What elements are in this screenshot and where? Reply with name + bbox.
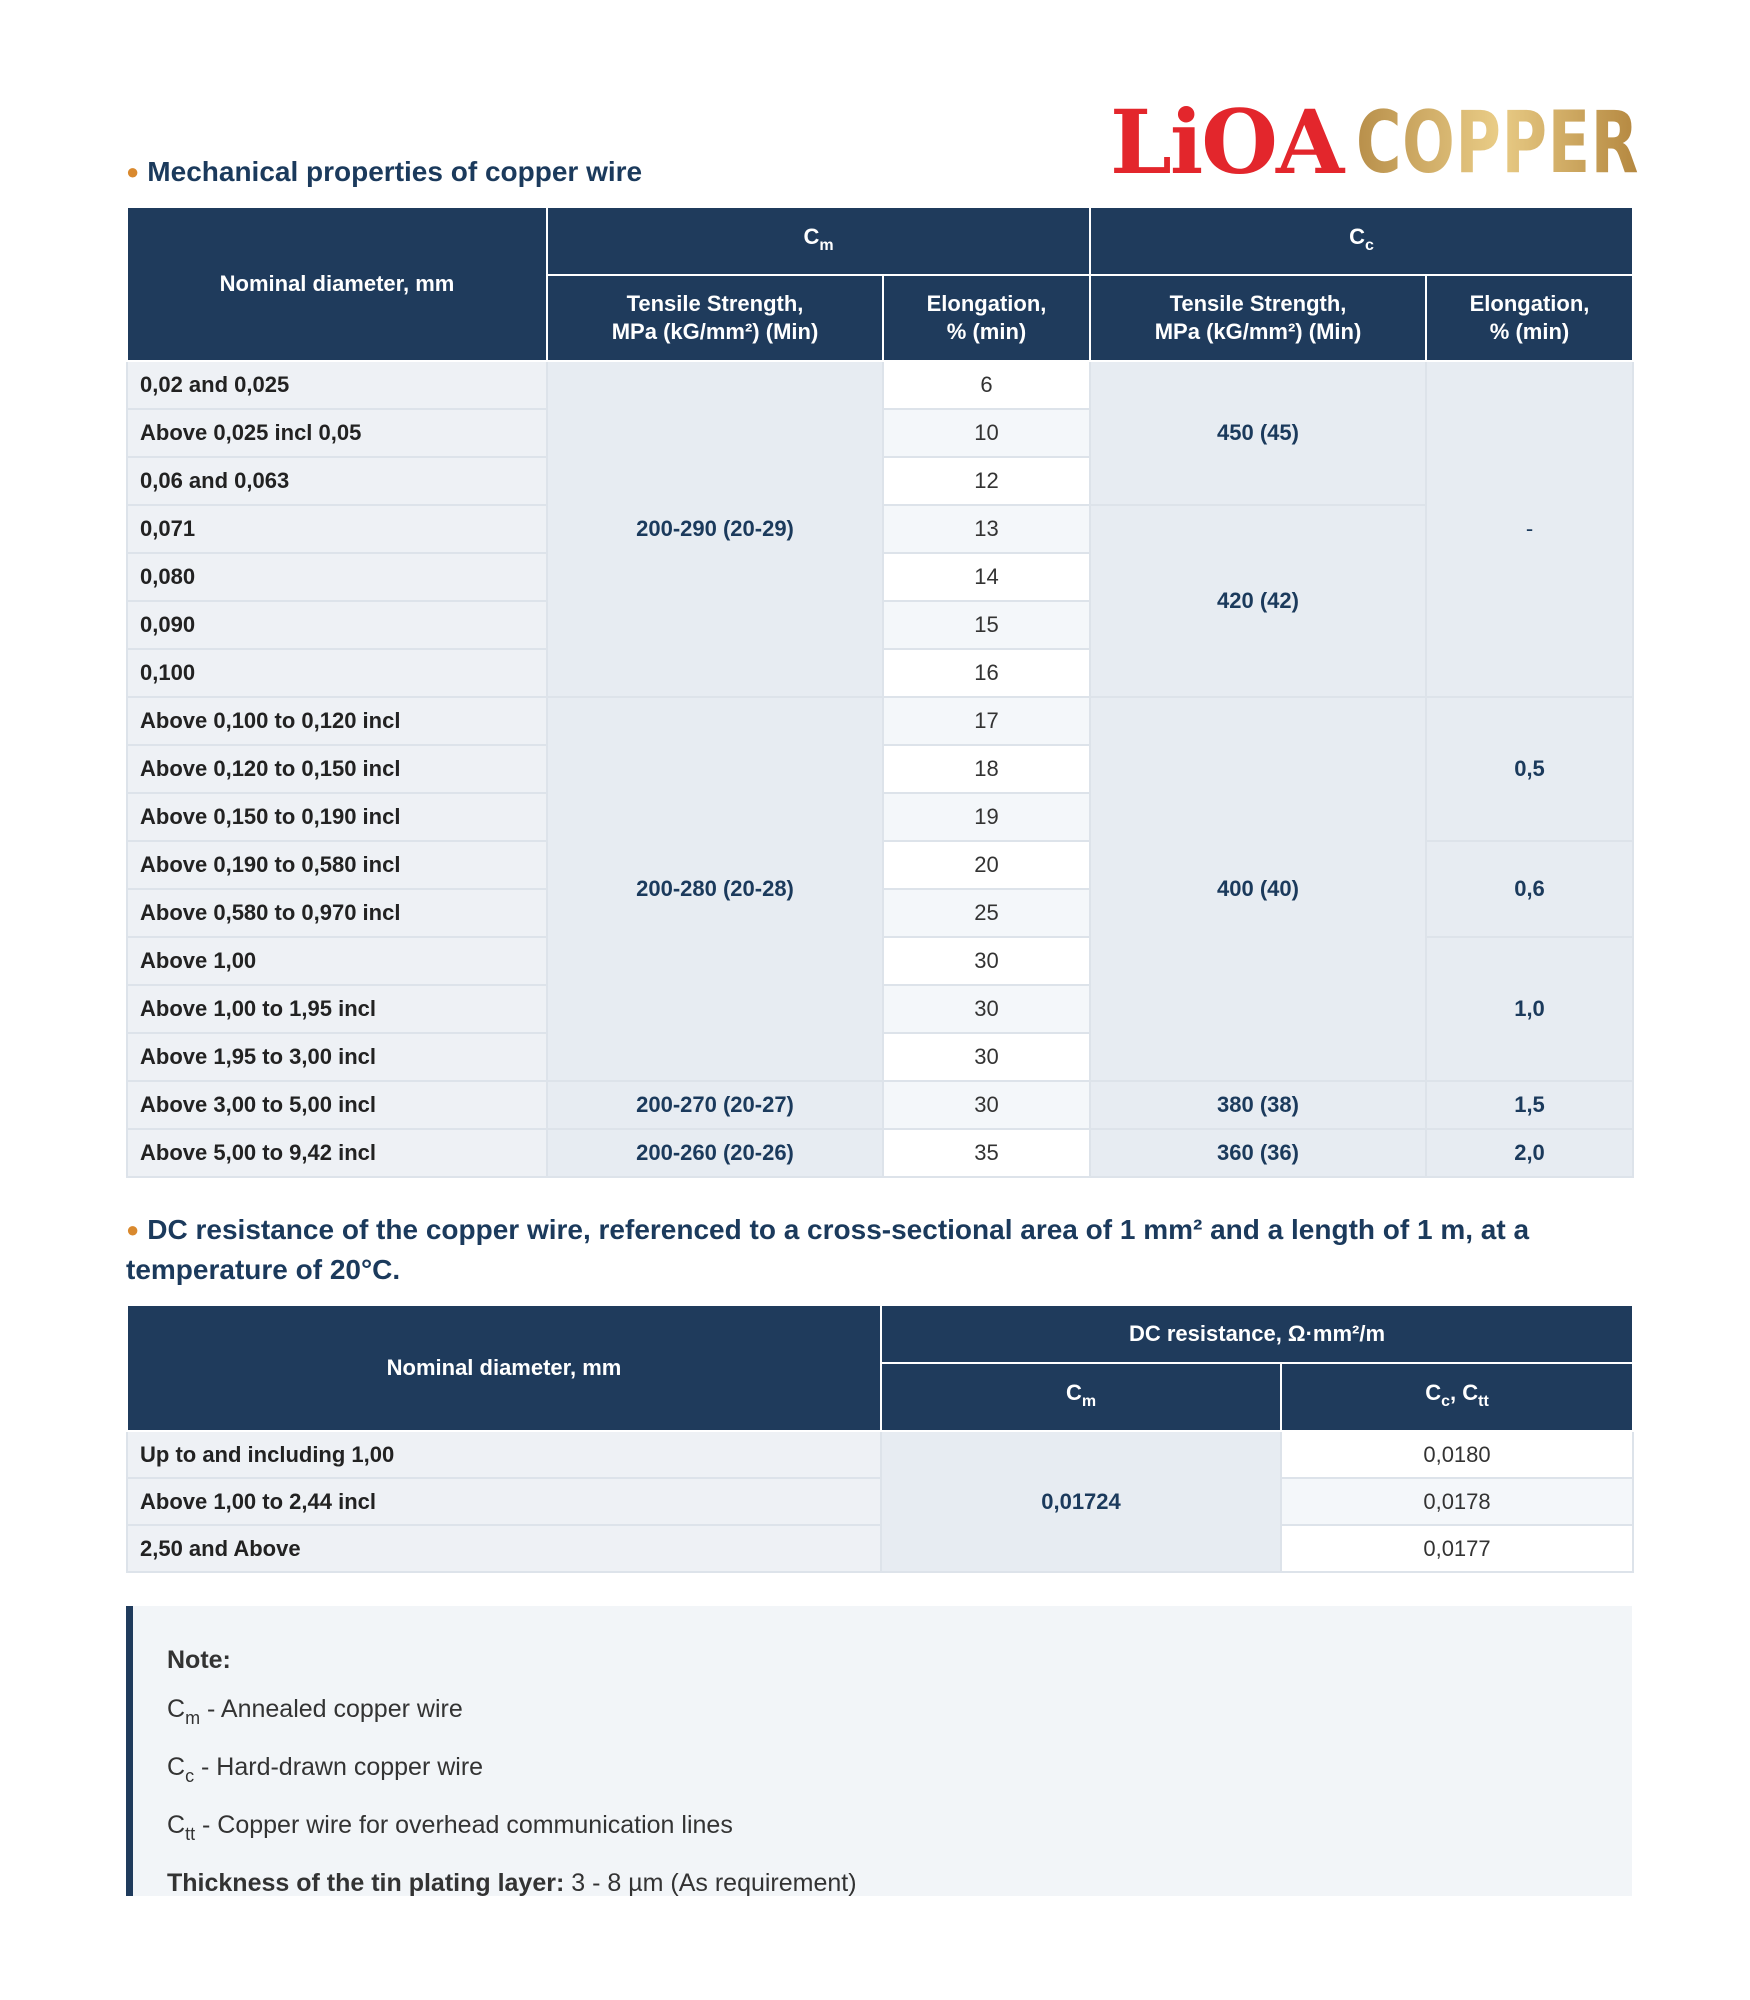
cell-diameter: Above 1,95 to 3,00 incl [127,1033,547,1081]
note-box [126,1606,1632,1896]
cell-cm-elongation: 30 [883,937,1090,985]
cell-cm-elongation: 17 [883,697,1090,745]
cell-cm-resistance: 0,01724 [881,1431,1281,1572]
note-title: Note: [167,1646,231,1674]
cell-cm-tensile: 200-260 (20-26) [547,1129,883,1177]
cell-cm-elongation: 30 [883,1033,1090,1081]
cell-diameter: Above 3,00 to 5,00 incl [127,1081,547,1129]
cell-diameter: Above 0,025 incl 0,05 [127,409,547,457]
cell-cc-elongation: 0,5 [1426,697,1633,841]
note-thickness: Thickness of the tin plating layer: 3 - 8 µm (As requirement) [167,1869,857,1897]
header-group-cm: $C_m$ [547,207,1090,275]
cell-diameter: 0,02 and 0,025 [127,361,547,409]
cell-diameter: 0,100 [127,649,547,697]
note-cc: $C_c$ - Hard-drawn copper wire [167,1753,484,1786]
cell-diameter: 0,090 [127,601,547,649]
cell-cc-elongation: 1,0 [1426,937,1633,1081]
header-dc-resistance: DC resistance, Ω·mm²/m [881,1305,1633,1363]
cell-diameter: 0,06 and 0,063 [127,457,547,505]
table-row [127,1431,1633,1478]
cell-diameter: Above 1,00 to 2,44 incl [127,1478,881,1525]
cell-cm-elongation: 16 [883,649,1090,697]
cell-cm-tensile: 200-280 (20-28) [547,697,883,1081]
logo-copper: COPPER [1356,93,1640,193]
cell-diameter: 2,50 and Above [127,1525,881,1572]
header-nominal-diameter: Nominal diameter, mm [127,207,547,361]
dc-resistance-table [126,1304,1634,1573]
cell-cm-elongation: 14 [883,553,1090,601]
cell-cc-tensile: 380 (38) [1090,1081,1426,1129]
mechanical-properties-table [126,206,1634,1178]
header-cm-tensile: Tensile Strength, MPa (kG/mm²) (Min) [547,275,883,361]
cell-diameter: Above 0,120 to 0,150 incl [127,745,547,793]
cell-cc-resistance: 0,0178 [1281,1478,1633,1525]
header-cc-ctt: $C_c$, $C_{tt}$ [1281,1363,1633,1431]
cell-diameter: Above 1,00 [127,937,547,985]
cell-cm-elongation: 15 [883,601,1090,649]
cell-diameter: Above 0,190 to 0,580 incl [127,841,547,889]
cell-cc-tensile: 450 (45) [1090,361,1426,505]
cell-cc-tensile: 420 (42) [1090,505,1426,697]
bullet-icon: ● [126,159,140,184]
cell-diameter: 0,080 [127,553,547,601]
cell-cc-tensile: 400 (40) [1090,697,1426,1081]
table-row [127,1525,1633,1572]
header-group-cc: $C_c$ [1090,207,1633,275]
cell-cm-elongation: 19 [883,793,1090,841]
table-row [127,1478,1633,1525]
brand-logo [1110,90,1750,194]
cell-cm-elongation: 35 [883,1129,1090,1177]
cell-diameter: Above 1,00 to 1,95 incl [127,985,547,1033]
cell-cc-resistance: 0,0180 [1281,1431,1633,1478]
cell-cm-elongation: 25 [883,889,1090,937]
cell-cm-elongation: 6 [883,361,1090,409]
table-row [127,697,1633,745]
section-title-mechanical: ● Mechanical properties of copper wire [126,156,643,187]
header-cm: $C_m$ [881,1363,1281,1431]
cell-cc-elongation: 2,0 [1426,1129,1633,1177]
cell-cc-tensile: 360 (36) [1090,1129,1426,1177]
cell-cm-elongation: 20 [883,841,1090,889]
table-row [127,1081,1633,1129]
header-cc-elongation: Elongation, % (min) [1426,275,1633,361]
cell-cm-tensile: 200-270 (20-27) [547,1081,883,1129]
header-cm-elongation: Elongation, % (min) [883,275,1090,361]
bullet-icon: ● [126,1217,140,1242]
logo-lioa: LiOA [1110,90,1343,194]
note-ctt: $C_{tt}$ - Copper wire for overhead communication lines [167,1811,733,1844]
cell-cc-elongation: 1,5 [1426,1081,1633,1129]
cell-cc-resistance: 0,0177 [1281,1525,1633,1572]
cell-diameter: Above 0,100 to 0,120 incl [127,697,547,745]
header-cc-tensile: Tensile Strength, MPa (kG/mm²) (Min) [1090,275,1426,361]
table-row [127,361,1633,409]
cell-cc-elongation: 0,6 [1426,841,1633,937]
cell-diameter: Above 0,580 to 0,970 incl [127,889,547,937]
cell-diameter: 0,071 [127,505,547,553]
cell-cm-elongation: 12 [883,457,1090,505]
cell-diameter: Up to and including 1,00 [127,1431,881,1478]
cell-diameter: Above 0,150 to 0,190 incl [127,793,547,841]
cell-cm-elongation: 30 [883,985,1090,1033]
section-title-dc-resistance: ● DC resistance of the copper wire, referenced to a cross-sectional area of 1 mm² and a length of 1 m, at a temperature of 20°C. [126,1214,1530,1285]
cell-cm-tensile: 200-290 (20-29) [547,361,883,697]
table-row [127,1129,1633,1177]
cell-diameter: Above 5,00 to 9,42 incl [127,1129,547,1177]
cell-cm-elongation: 13 [883,505,1090,553]
cell-cc-elongation: - [1426,361,1633,697]
cell-cm-elongation: 10 [883,409,1090,457]
cell-cm-elongation: 18 [883,745,1090,793]
note-cm: $C_m$ - Annealed copper wire [167,1695,463,1728]
cell-cm-elongation: 30 [883,1081,1090,1129]
header-nominal-diameter: Nominal diameter, mm [127,1305,881,1431]
